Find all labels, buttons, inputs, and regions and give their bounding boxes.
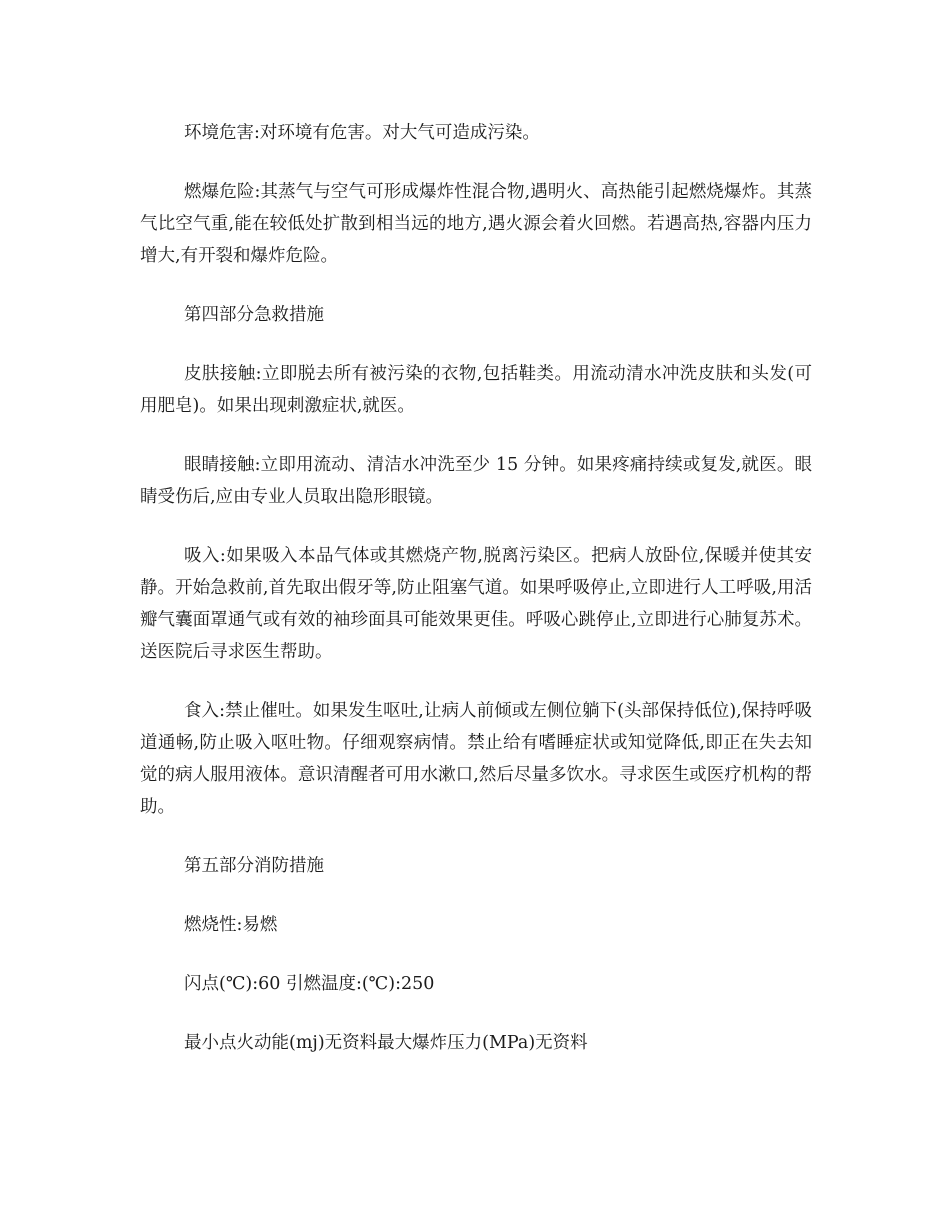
paragraph-explosion-hazard: 燃爆危险:其蒸气与空气可形成爆炸性混合物,遇明火、高热能引起燃烧爆炸。其蒸气比空气重,能在较低处扩散到相当远的地方,遇火源会着火回燃。若遇高热,容器内压力增大,有开裂和爆炸危险。 [140, 182, 812, 266]
paragraph-eye-contact: 眼睛接触:立即用流动、清洁水冲洗至少 15 分钟。如果疼痛持续或复发,就医。眼睛受伤后,应由专业人员取出隐形眼镜。 [140, 455, 812, 507]
paragraph-ignition-energy: 最小点火动能(mj)无资料最大爆炸压力(MPa)无资料 [184, 1033, 588, 1053]
section-heading-fire-fighting: 第五部分消防措施 [184, 856, 324, 876]
paragraph-flammability: 燃烧性:易燃 [184, 915, 278, 935]
paragraph-environmental-hazard: 环境危害:对环境有危害。对大气可造成污染。 [184, 123, 540, 143]
paragraph-ingestion: 食入:禁止催吐。如果发生呕吐,让病人前倾或左侧位躺下(头部保持低位),保持呼吸道通畅,防止吸入呕吐物。仔细观察病情。禁止给有嗜睡症状或知觉降低,即正在失去知觉的病人服用液体。意识清醒者可用水漱口,然后尽量多饮水。寻求医生或医疗机构的帮助。 [140, 701, 812, 817]
paragraph-flash-point: 闪点(℃):60 引燃温度:(℃):250 [184, 974, 435, 994]
section-heading-first-aid: 第四部分急救措施 [184, 305, 324, 325]
document-body [140, 117, 812, 1086]
paragraph-skin-contact: 皮肤接触:立即脱去所有被污染的衣物,包括鞋类。用流动清水冲洗皮肤和头发(可用肥皂)。如果出现刺激症状,就医。 [140, 364, 812, 416]
paragraph-inhalation: 吸入:如果吸入本品气体或其燃烧产物,脱离污染区。把病人放卧位,保暖并使其安静。开始急救前,首先取出假牙等,防止阻塞气道。如果呼吸停止,立即进行人工呼吸,用活瓣气囊面罩通气或有效的袖珍面具可能效果更佳。呼吸心跳停止,立即进行心肺复苏术。送医院后寻求医生帮助。 [140, 546, 812, 662]
